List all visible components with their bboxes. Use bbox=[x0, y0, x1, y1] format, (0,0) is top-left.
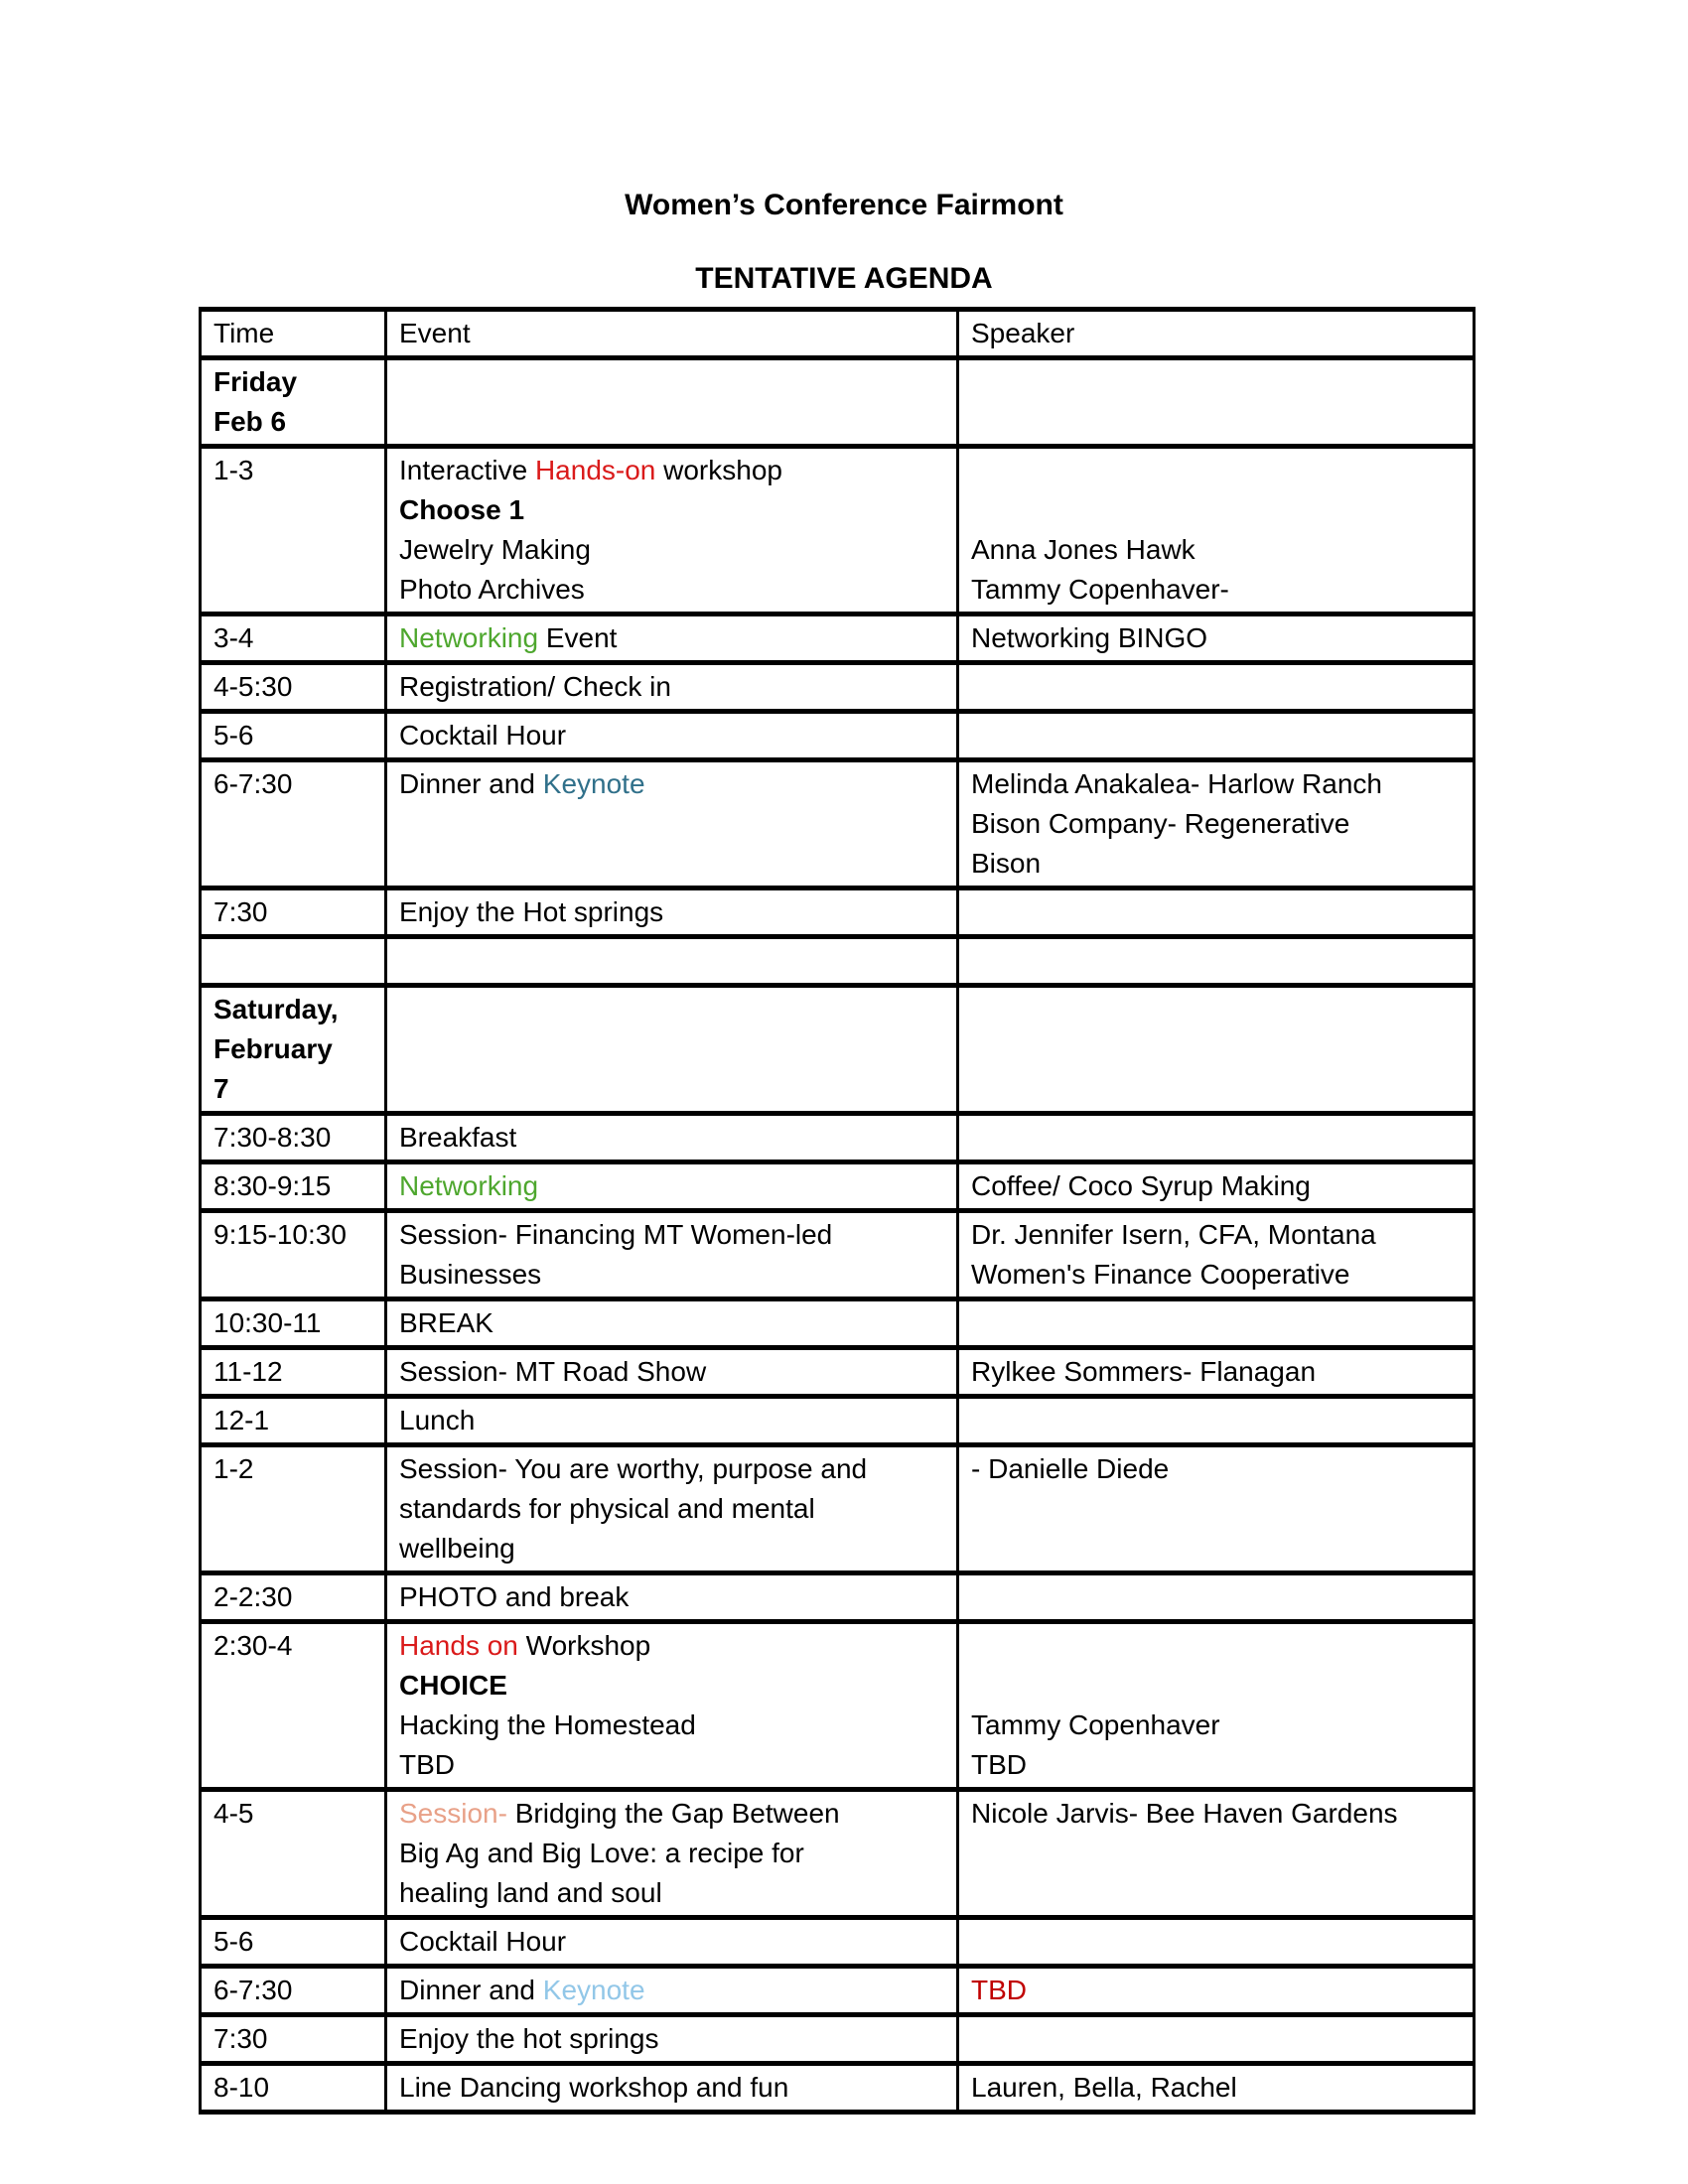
text-segment: Bridging the Gap Between bbox=[506, 1798, 840, 1829]
event-cell bbox=[386, 1299, 958, 1348]
cell-line bbox=[399, 1971, 944, 2010]
table-row bbox=[201, 1445, 1475, 1573]
event-cell bbox=[386, 1967, 958, 2015]
text-segment: 6-7:30 bbox=[213, 768, 293, 799]
text-segment: 7:30 bbox=[213, 896, 268, 927]
col-header-time: Time bbox=[201, 310, 386, 358]
table-row bbox=[201, 447, 1475, 614]
cell-line bbox=[213, 667, 372, 707]
speaker-cell bbox=[958, 1967, 1475, 2015]
text-segment: Session- Financing MT Women-led bbox=[399, 1219, 833, 1250]
text-segment: Breakfast bbox=[399, 1122, 517, 1153]
time-cell bbox=[201, 1211, 386, 1299]
text-segment: standards for physical and mental bbox=[399, 1493, 815, 1524]
speaker-cell bbox=[958, 1162, 1475, 1211]
cell-line bbox=[213, 941, 372, 981]
speaker-cell bbox=[958, 663, 1475, 712]
text-segment: healing land and soul bbox=[399, 1877, 662, 1908]
cell-line bbox=[399, 667, 944, 707]
text-segment: Hands on bbox=[399, 1630, 518, 1661]
event-cell bbox=[386, 1397, 958, 1445]
text-segment: Anna Jones Hawk bbox=[971, 534, 1196, 565]
text-segment: BREAK bbox=[399, 1307, 493, 1338]
cell-line bbox=[399, 451, 944, 490]
speaker-cell bbox=[958, 447, 1475, 614]
speaker-cell bbox=[958, 1790, 1475, 1918]
text-segment: 4-5:30 bbox=[213, 671, 293, 702]
cell-line bbox=[213, 990, 372, 1029]
cell-line bbox=[971, 490, 1461, 530]
table-row bbox=[201, 1967, 1475, 2015]
cell-line bbox=[399, 1352, 944, 1392]
table-row bbox=[201, 358, 1475, 447]
time-cell bbox=[201, 1348, 386, 1397]
speaker-cell bbox=[958, 937, 1475, 986]
cell-line bbox=[399, 1449, 944, 1489]
cell-line bbox=[399, 716, 944, 755]
text-segment: wellbeing bbox=[399, 1533, 515, 1564]
cell-line bbox=[971, 1166, 1461, 1206]
cell-line bbox=[399, 1166, 944, 1206]
agenda-table bbox=[199, 307, 1476, 2115]
cell-line bbox=[399, 1922, 944, 1962]
text-segment: Interactive bbox=[399, 455, 535, 485]
time-cell bbox=[201, 1573, 386, 1622]
speaker-cell bbox=[958, 1299, 1475, 1348]
cell-line bbox=[971, 1215, 1461, 1255]
table-row bbox=[201, 1211, 1475, 1299]
cell-line bbox=[399, 1118, 944, 1158]
time-cell bbox=[201, 1790, 386, 1918]
text-segment: February bbox=[213, 1033, 333, 1064]
cell-line bbox=[213, 362, 372, 402]
cell-line bbox=[213, 1577, 372, 1617]
event-cell bbox=[386, 1622, 958, 1790]
time-cell bbox=[201, 2064, 386, 2113]
table-row bbox=[201, 712, 1475, 760]
text-segment: Session- MT Road Show bbox=[399, 1356, 707, 1387]
text-segment: Dr. Jennifer Isern, CFA, Montana bbox=[971, 1219, 1376, 1250]
text-segment: Dinner and bbox=[399, 768, 543, 799]
speaker-cell bbox=[958, 1114, 1475, 1162]
text-segment: 8:30-9:15 bbox=[213, 1170, 332, 1201]
text-segment: Nicole Jarvis- Bee Haven Gardens bbox=[971, 1798, 1398, 1829]
text-segment: Coffee/ Coco Syrup Making bbox=[971, 1170, 1311, 1201]
text-segment: - Danielle Diede bbox=[971, 1453, 1170, 1484]
cell-line bbox=[399, 1706, 944, 1745]
text-segment: 1-2 bbox=[213, 1453, 254, 1484]
text-segment: Enjoy the Hot springs bbox=[399, 896, 664, 927]
event-cell bbox=[386, 358, 958, 447]
table-row bbox=[201, 2015, 1475, 2064]
cell-line bbox=[213, 2019, 372, 2059]
speaker-cell bbox=[958, 1622, 1475, 1790]
time-cell bbox=[201, 986, 386, 1114]
cell-line bbox=[399, 892, 944, 932]
cell-line bbox=[213, 1449, 372, 1489]
text-segment: Photo Archives bbox=[399, 574, 585, 605]
table-row bbox=[201, 1348, 1475, 1397]
event-cell bbox=[386, 760, 958, 888]
event-cell bbox=[386, 1114, 958, 1162]
event-cell bbox=[386, 712, 958, 760]
text-segment: 1-3 bbox=[213, 455, 254, 485]
event-cell bbox=[386, 614, 958, 663]
table-row bbox=[201, 888, 1475, 937]
cell-line bbox=[399, 1666, 944, 1706]
text-segment: 6-7:30 bbox=[213, 1975, 293, 2005]
text-segment: Networking bbox=[399, 1170, 539, 1201]
cell-line bbox=[399, 1529, 944, 1569]
speaker-cell bbox=[958, 1211, 1475, 1299]
cell-line bbox=[971, 1255, 1461, 1295]
time-cell bbox=[201, 1622, 386, 1790]
cell-line bbox=[399, 1626, 944, 1666]
event-cell bbox=[386, 1348, 958, 1397]
text-segment: Hacking the Homestead bbox=[399, 1709, 696, 1740]
text-segment: Session- You are worthy, purpose and bbox=[399, 1453, 868, 1484]
speaker-cell bbox=[958, 2064, 1475, 2113]
time-cell bbox=[201, 447, 386, 614]
cell-line bbox=[399, 1834, 944, 1873]
event-cell bbox=[386, 1573, 958, 1622]
text-segment: TBD bbox=[399, 1749, 455, 1780]
text-segment: Choose 1 bbox=[399, 494, 525, 525]
cell-line bbox=[213, 1401, 372, 1440]
speaker-cell bbox=[958, 2015, 1475, 2064]
cell-line bbox=[399, 1215, 944, 1255]
text-segment: Networking BINGO bbox=[971, 622, 1208, 653]
cell-line bbox=[213, 1352, 372, 1392]
table-row bbox=[201, 1573, 1475, 1622]
event-cell bbox=[386, 986, 958, 1114]
text-segment: CHOICE bbox=[399, 1670, 507, 1701]
cell-line bbox=[971, 804, 1461, 844]
cell-line bbox=[971, 2068, 1461, 2108]
time-cell bbox=[201, 2015, 386, 2064]
time-cell bbox=[201, 1299, 386, 1348]
text-segment: 4-5 bbox=[213, 1798, 254, 1829]
text-segment: Feb 6 bbox=[213, 406, 287, 437]
text-segment: 3-4 bbox=[213, 622, 254, 653]
text-segment: Cocktail Hour bbox=[399, 720, 567, 751]
text-segment: Enjoy the hot springs bbox=[399, 2023, 659, 2054]
text-segment: Women's Finance Cooperative bbox=[971, 1259, 1350, 1290]
text-segment: Event bbox=[538, 622, 618, 653]
text-segment: Tammy Copenhaver- bbox=[971, 574, 1229, 605]
cell-line bbox=[399, 1577, 944, 1617]
text-segment: Big Ag and Big Love: a recipe for bbox=[399, 1838, 804, 1868]
cell-line bbox=[399, 1401, 944, 1440]
time-cell bbox=[201, 614, 386, 663]
speaker-cell bbox=[958, 888, 1475, 937]
cell-line bbox=[213, 1922, 372, 1962]
text-segment: Lunch bbox=[399, 1405, 476, 1435]
cell-line bbox=[399, 490, 944, 530]
table-row bbox=[201, 1790, 1475, 1918]
cell-line bbox=[971, 1794, 1461, 1834]
cell-line bbox=[971, 530, 1461, 570]
col-header-speaker: Speaker bbox=[958, 310, 1475, 358]
time-cell bbox=[201, 712, 386, 760]
cell-line bbox=[213, 2068, 372, 2108]
text-segment: Dinner and bbox=[399, 1975, 543, 2005]
speaker-cell bbox=[958, 760, 1475, 888]
time-cell bbox=[201, 937, 386, 986]
table-row bbox=[201, 1114, 1475, 1162]
cell-line bbox=[971, 1666, 1461, 1706]
cell-line bbox=[213, 716, 372, 755]
cell-line bbox=[399, 764, 944, 804]
speaker-cell bbox=[958, 1348, 1475, 1397]
text-segment: 9:15-10:30 bbox=[213, 1219, 347, 1250]
cell-line bbox=[399, 1303, 944, 1343]
text-segment: TBD bbox=[971, 1975, 1027, 2005]
event-cell bbox=[386, 2015, 958, 2064]
cell-line bbox=[399, 2019, 944, 2059]
cell-line bbox=[399, 570, 944, 610]
cell-line bbox=[213, 1303, 372, 1343]
table-row bbox=[201, 2064, 1475, 2113]
cell-line bbox=[971, 1626, 1461, 1666]
text-segment: 7:30 bbox=[213, 2023, 268, 2054]
cell-line bbox=[971, 764, 1461, 804]
text-segment: 7 bbox=[213, 1073, 229, 1104]
text-segment: TBD bbox=[971, 1749, 1027, 1780]
cell-line bbox=[971, 570, 1461, 610]
cell-line bbox=[971, 1971, 1461, 2010]
col-header-event: Event bbox=[386, 310, 958, 358]
cell-line bbox=[971, 1449, 1461, 1489]
cell-line bbox=[971, 451, 1461, 490]
cell-line bbox=[213, 1215, 372, 1255]
speaker-cell bbox=[958, 614, 1475, 663]
speaker-cell bbox=[958, 1573, 1475, 1622]
text-segment: Rylkee Sommers- Flanagan bbox=[971, 1356, 1317, 1387]
cell-line bbox=[399, 618, 944, 658]
text-segment: Keynote bbox=[542, 1975, 645, 2005]
text-segment: 12-1 bbox=[213, 1405, 270, 1435]
text-segment: Line Dancing workshop and fun bbox=[399, 2072, 789, 2103]
table-row bbox=[201, 1622, 1475, 1790]
event-cell bbox=[386, 1162, 958, 1211]
document-title: Women’s Conference Fairmont bbox=[625, 189, 1063, 221]
table-row bbox=[201, 614, 1475, 663]
agenda-heading: TENTATIVE AGENDA bbox=[695, 262, 993, 295]
text-segment: Melinda Anakalea- Harlow Ranch bbox=[971, 768, 1382, 799]
text-segment: 7:30-8:30 bbox=[213, 1122, 332, 1153]
cell-line bbox=[971, 618, 1461, 658]
cell-line bbox=[213, 1626, 372, 1666]
text-segment: Keynote bbox=[542, 768, 645, 799]
text-segment: Cocktail Hour bbox=[399, 1926, 567, 1957]
cell-line bbox=[971, 844, 1461, 884]
text-segment: 2:30-4 bbox=[213, 1630, 293, 1661]
text-segment: Saturday, bbox=[213, 994, 339, 1024]
event-cell bbox=[386, 1445, 958, 1573]
table-row bbox=[201, 1162, 1475, 1211]
cell-line bbox=[213, 764, 372, 804]
cell-line bbox=[399, 1489, 944, 1529]
cell-line bbox=[399, 1794, 944, 1834]
event-cell bbox=[386, 663, 958, 712]
cell-line bbox=[213, 1029, 372, 1069]
speaker-cell bbox=[958, 358, 1475, 447]
header-row bbox=[201, 310, 1475, 358]
text-segment: 8-10 bbox=[213, 2072, 270, 2103]
time-cell bbox=[201, 760, 386, 888]
table-row bbox=[201, 760, 1475, 888]
time-cell bbox=[201, 663, 386, 712]
text-segment: Bison bbox=[971, 848, 1042, 879]
event-cell bbox=[386, 2064, 958, 2113]
speaker-cell bbox=[958, 986, 1475, 1114]
speaker-cell bbox=[958, 1397, 1475, 1445]
text-segment: Businesses bbox=[399, 1259, 542, 1290]
time-cell bbox=[201, 888, 386, 937]
table-row bbox=[201, 986, 1475, 1114]
cell-line bbox=[213, 1069, 372, 1109]
time-cell bbox=[201, 1445, 386, 1573]
cell-line bbox=[213, 1794, 372, 1834]
table-row bbox=[201, 1918, 1475, 1967]
cell-line bbox=[213, 402, 372, 442]
event-cell bbox=[386, 937, 958, 986]
time-cell bbox=[201, 1967, 386, 2015]
cell-line bbox=[213, 1971, 372, 2010]
time-cell bbox=[201, 1162, 386, 1211]
text-segment: 10:30-11 bbox=[213, 1307, 322, 1338]
cell-line bbox=[213, 1118, 372, 1158]
text-segment: 2-2:30 bbox=[213, 1581, 293, 1612]
time-cell bbox=[201, 1114, 386, 1162]
cell-line bbox=[971, 1706, 1461, 1745]
speaker-cell bbox=[958, 712, 1475, 760]
text-segment: Networking bbox=[399, 622, 539, 653]
event-cell bbox=[386, 1790, 958, 1918]
text-segment: Bison Company- Regenerative bbox=[971, 808, 1350, 839]
time-cell bbox=[201, 1918, 386, 1967]
text-segment: Tammy Copenhaver bbox=[971, 1709, 1220, 1740]
event-cell bbox=[386, 1918, 958, 1967]
text-segment: Lauren, Bella, Rachel bbox=[971, 2072, 1237, 2103]
cell-line bbox=[399, 1255, 944, 1295]
text-segment: Workshop bbox=[517, 1630, 651, 1661]
text-segment: 11-12 bbox=[213, 1356, 283, 1387]
event-cell bbox=[386, 1211, 958, 1299]
text-segment: workshop bbox=[655, 455, 782, 485]
cell-line bbox=[213, 618, 372, 658]
cell-line bbox=[213, 451, 372, 490]
table-row bbox=[201, 1299, 1475, 1348]
text-segment: 5-6 bbox=[213, 720, 254, 751]
text-segment: Hands-on bbox=[534, 455, 656, 485]
event-cell bbox=[386, 447, 958, 614]
text-segment: Session- bbox=[399, 1798, 507, 1829]
text-segment: PHOTO and break bbox=[399, 1581, 630, 1612]
table-row bbox=[201, 663, 1475, 712]
cell-line bbox=[971, 1745, 1461, 1785]
speaker-cell bbox=[958, 1918, 1475, 1967]
cell-line bbox=[213, 1166, 372, 1206]
text-segment: Friday bbox=[213, 366, 298, 397]
cell-line bbox=[971, 1352, 1461, 1392]
time-cell bbox=[201, 358, 386, 447]
event-cell bbox=[386, 888, 958, 937]
cell-line bbox=[399, 2068, 944, 2108]
text-segment: Registration/ Check in bbox=[399, 671, 671, 702]
text-segment: 5-6 bbox=[213, 1926, 254, 1957]
cell-line bbox=[399, 530, 944, 570]
text-segment: Jewelry Making bbox=[399, 534, 591, 565]
speaker-cell bbox=[958, 1445, 1475, 1573]
cell-line bbox=[213, 892, 372, 932]
table-row bbox=[201, 1397, 1475, 1445]
table-row bbox=[201, 937, 1475, 986]
cell-line bbox=[399, 1873, 944, 1913]
time-cell bbox=[201, 1397, 386, 1445]
cell-line bbox=[399, 1745, 944, 1785]
